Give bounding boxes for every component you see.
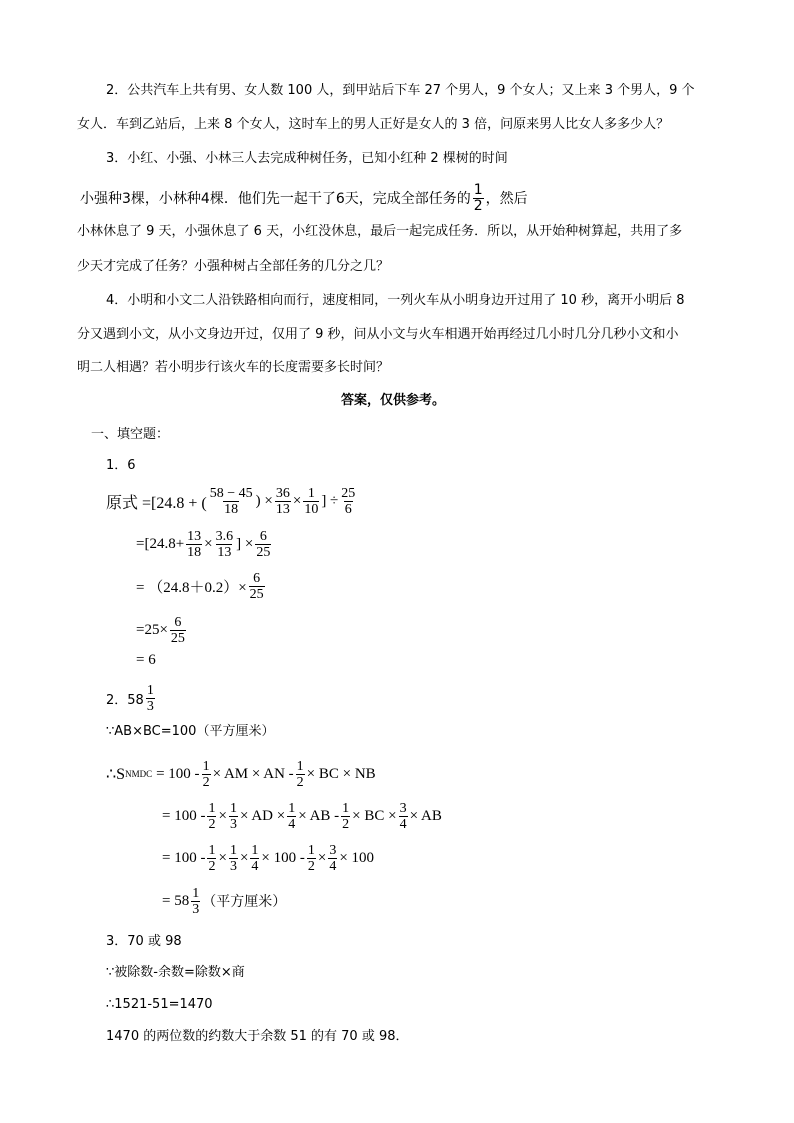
fraction: $\frac{1}{3}$ [146, 682, 154, 714]
problem-3-line-2 [80, 183, 528, 214]
problem-3-line-2-end: ，然后 [485, 190, 528, 207]
expr-text: × BC × NB [306, 765, 376, 782]
fraction: $\frac{1}{3}$ [229, 800, 237, 832]
expr-text: = 6 [136, 651, 156, 668]
expr-text: × BC × [352, 807, 397, 824]
expr-text: 原式 =[24.8 + ( [106, 494, 207, 512]
expr-text: 2．58 [106, 692, 144, 708]
fraction: $\frac{1}{2}$ [208, 800, 216, 832]
fraction: $\frac{1}{10}$ [304, 485, 319, 517]
expr-text: ∴S [106, 766, 126, 783]
fraction: $\frac{1}{2}$ [473, 182, 483, 214]
answer-2-given: ∵AB×BC=100（平方厘米） [106, 724, 275, 739]
expr-text: × 100 - [261, 849, 305, 866]
expr-text: × [218, 849, 227, 866]
fraction: $\frac{1}{2}$ [342, 800, 350, 832]
expr-text: =[24.8+ [136, 535, 185, 552]
expr-text: × [317, 849, 327, 866]
answer-2-step-4 [162, 881, 286, 921]
expr-text: × AD × [239, 807, 286, 824]
answer-2-step-3 [162, 838, 374, 878]
problem-4-line-3: 明二人相遇？若小明步行该火车的长度需要多长时间？ [77, 360, 390, 375]
answers-title: 答案，仅供参考。 [341, 393, 446, 408]
fraction: $\frac{1}{3}$ [192, 885, 200, 917]
expr-text: × [204, 535, 213, 552]
section-fill-in-blank: 一、填空题： [91, 427, 170, 442]
answer-1-step-4 [136, 610, 188, 650]
fraction: $\frac{36}{13}$ [275, 485, 290, 517]
answer-2-label [106, 680, 157, 716]
answer-2-step-1 [106, 754, 376, 794]
fraction: $\frac{1}{2}$ [202, 758, 210, 790]
fraction: $\frac{6}{25}$ [256, 528, 271, 560]
fraction: $\frac{3}{4}$ [329, 842, 337, 874]
expr-text: （平方厘米） [202, 894, 287, 910]
answer-2-step-2 [162, 796, 442, 836]
answer-1-step-1 [106, 480, 358, 522]
answer-3-conclusion: 1470 的两位数的约数大于余数 51 的有 70 或 98． [106, 1029, 409, 1044]
expr-text: × AB [409, 807, 442, 824]
problem-4-line-2: 分又遇到小文，从小文身边开过，仅用了 9 秒，问从小文与火车相遇开始再经过几小时几分几秒小文和小 [77, 327, 679, 342]
expr-text: ) × [255, 492, 273, 509]
problem-3-line-4: 少天才完成了任务？小强种树占全部任务的几分之几？ [77, 259, 390, 274]
fraction: $\frac{1}{2}$ [307, 842, 315, 874]
answer-1-step-5 [136, 650, 156, 670]
answer-3-calc: ∴1521-51=1470 [106, 997, 213, 1012]
answer-3-label: 3．70 或 98 [106, 934, 182, 949]
expr-text: = 100 - [156, 765, 200, 782]
expr-text: × AB - [298, 807, 340, 824]
expr-text: = 58 [162, 892, 190, 909]
fraction: $\frac{25}{6}$ [341, 485, 356, 517]
fraction: $\frac{3}{4}$ [399, 800, 407, 832]
problem-3-line-1: 3．小红、小强、小林三人去完成种树任务，已知小红种 2 棵树的时间 [106, 151, 508, 166]
fraction: $\frac{1}{4}$ [251, 842, 259, 874]
fraction: $\frac{13}{18}$ [187, 528, 202, 560]
expr-text: ] ÷ [321, 492, 339, 509]
fraction: $\frac{1}{4}$ [288, 800, 296, 832]
expr-text: =25× [136, 621, 168, 638]
fraction: $\frac{1}{2}$ [208, 842, 216, 874]
subscript: NMDC [125, 769, 153, 779]
answer-1-step-3 [136, 566, 267, 606]
problem-4-line-1: 4．小明和小文二人沿铁路相向而行，速度相同，一列火车从小明身边开过用了 10 秒，离开小明后 8 [106, 293, 685, 308]
fraction: $\frac{58 - 45}{18}$ [209, 485, 253, 517]
answer-1-step-2 [136, 524, 273, 564]
answer-3-given: ∵被除数-余数=除数×商 [106, 965, 245, 980]
problem-3-line-2-text: 小强种3棵，小林种4棵．他们先一起干了6天，完成全部任务的 [80, 190, 471, 207]
problem-2-line-2: 女人．车到乙站后，上来 8 个女人，这时车上的男人正好是女人的 3 倍，问原来男人比女人多多少人？ [77, 117, 670, 132]
expr-text: = （24.8＋0.2）× [136, 579, 247, 596]
problem-2-line-1: 2．公共汽车上共有男、女人数 100 人，到甲站后下车 27 个男人，9 个女人；又上来 3 个男人，9 个 [106, 83, 695, 98]
expr-text: × [239, 849, 249, 866]
expr-text: × 100 [339, 849, 375, 866]
fraction: $\frac{6}{25}$ [170, 614, 185, 646]
fraction: $\frac{6}{25}$ [249, 570, 264, 602]
expr-text: × [218, 807, 227, 824]
expr-text: = 100 - [162, 807, 206, 824]
expr-text: ] × [236, 535, 254, 552]
expr-text: = 100 - [162, 849, 206, 866]
problem-3-line-3: 小林休息了 9 天，小强休息了 6 天，小红没休息，最后一起完成任务．所以，从开始种树算起，共用了多 [77, 224, 683, 239]
fraction: $\frac{3.6}{13}$ [215, 528, 234, 560]
expr-text: × [292, 492, 302, 509]
fraction: $\frac{1}{2}$ [296, 758, 304, 790]
expr-text: × AM × AN - [212, 765, 294, 782]
answer-1-label: 1．6 [106, 458, 136, 473]
fraction: $\frac{1}{3}$ [229, 842, 237, 874]
